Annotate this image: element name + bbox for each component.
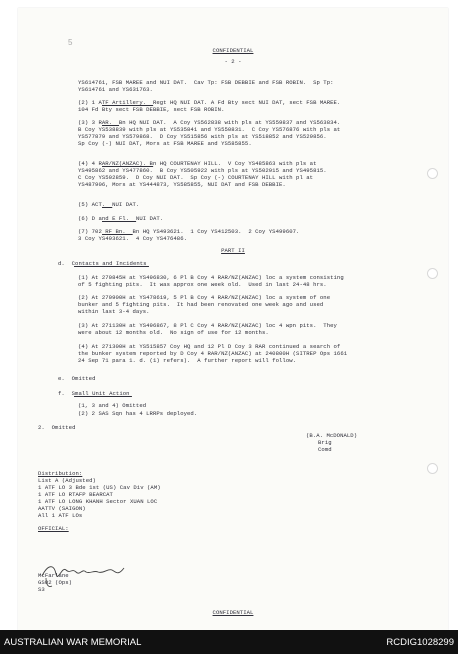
part-heading: PART II xyxy=(221,247,245,254)
text-line: (1) At 270845H at YS496830, 6 Pl B Coy 4 RAR/NZ(ANZAC) loc a system consisting xyxy=(78,274,344,281)
text-line: 104 Fd Bty sect FSB DEBBIE, sect FSB ROBIN. xyxy=(78,106,225,113)
text-line: (3) 3 RAR. Bn HQ NUI DAT. A Coy YS562838 with pls at YS559837 and YS563834. xyxy=(78,119,341,126)
text-line: YS487906, Mors at YS444873, YS585855, NUI DAT and FSB DEBBIE. xyxy=(78,181,286,188)
text-line: S3 xyxy=(38,586,45,593)
text-line: (1, 3 and 4) Omitted xyxy=(78,402,147,409)
text-line: (4) 4 RAR/NZ(ANZAC). Bn HQ COURTENAY HILL. V Coy YS485863 with pls at xyxy=(78,160,317,167)
text-line: were about 12 months old. No sign of use for 12 months. xyxy=(78,329,269,336)
text-line: (B.A. McDONALD) xyxy=(306,432,358,439)
text-line: GSO2 (Ops) xyxy=(38,579,73,586)
text-line: (3) At 271130H at YS496867, 8 Pl C Coy 4 RAR/NZ(ANZAC) loc 4 wpn pits. They xyxy=(78,322,337,329)
heading-underline xyxy=(38,471,82,478)
text-line: B Coy YS538839 with pls at YS535841 and YS550831. C Coy YS576876 with pls at xyxy=(78,126,341,133)
text-line: bunker and 5 fighting pits. It had been renovated one week ago and used xyxy=(78,301,324,308)
punch-hole xyxy=(427,168,438,179)
text-line: YS614761, FSB MAREE and NUI DAT. Cav Tp: FSB DEBBIE and FSB ROBIN. Sp Tp: xyxy=(78,79,334,86)
text-line: Distribution: xyxy=(38,470,83,477)
punch-hole xyxy=(427,463,438,474)
text-line: All 1 ATF LOs xyxy=(38,512,83,519)
heading-underline xyxy=(102,202,112,209)
text-line: (2) At 270900H at YS478619, 5 Pl B Coy 4 RAR/NZ(ANZAC) loc a system of one xyxy=(78,294,331,301)
punch-hole xyxy=(427,268,438,279)
text-line: 1 ATF LO RTAFP BEARCAT xyxy=(38,491,113,498)
text-line: YS614761 and YS631763. xyxy=(78,86,153,93)
text-line: (4) At 271300H at YS515857 Coy HQ and 12 Pl D Coy 3 RAR continued a search of xyxy=(78,343,341,350)
text-line: (6) D and E Fl. NUI DAT. xyxy=(78,215,164,222)
heading-underline xyxy=(102,216,136,223)
text-line: within last 3-4 days. xyxy=(78,308,150,315)
text-line: of 5 fighting pits. It was approx one week old. Used in last 24-48 hrs. xyxy=(78,281,327,288)
archive-name: AUSTRALIAN WAR MEMORIAL xyxy=(4,637,142,648)
text-line: List A (Adjusted) xyxy=(38,477,96,484)
text-line: Brig xyxy=(318,439,332,446)
text-line: the bunker system reported by D Coy 4 RAR/NZ(ANZAC) at 240800H (SITREP Ops 1661 xyxy=(78,350,348,357)
text-line: 1 ATF LO LONG KHANH Sector XUAN LOC xyxy=(38,498,158,505)
text-line: 3 Coy YS493621. 4 Coy YS476486. xyxy=(78,235,188,242)
text-line: YS495862 and YS477860. B Coy YS505922 with pls at YS502915 and YS495815. xyxy=(78,167,327,174)
heading-underline xyxy=(38,526,69,533)
text-line: 24 Sep 71 para 1. d. (1) refers). A further report will follow. xyxy=(78,357,297,364)
text-line: C Coy YS502859. D Coy NUI DAT. Sp Coy (-) COURTENAY HILL with pl at xyxy=(78,174,314,181)
heading-underline xyxy=(102,100,153,107)
heading-underline xyxy=(74,391,132,398)
classification-footer: CONFIDENTIAL xyxy=(212,609,254,616)
heading-underline xyxy=(102,229,133,236)
text-line: OFFICIAL: xyxy=(38,525,69,532)
heading-underline xyxy=(102,161,153,168)
heading-underline xyxy=(102,120,119,127)
text-line: (5) ACT. NUI DAT. xyxy=(78,201,140,208)
text-line: (2) 2 SAS Sqn has 4 LRRPs deployed. xyxy=(78,410,198,417)
classification-header: CONFIDENTIAL xyxy=(212,47,254,54)
text-line: d. Contacts and Incidents xyxy=(58,260,147,267)
text-line: f. Small Unit Action xyxy=(58,390,130,397)
signature xyxy=(38,556,128,590)
text-line: 1 ATF LO 3 Bde 1st (US) Cav Div (AM) xyxy=(38,484,161,491)
pencil-page-number: 5 xyxy=(68,38,73,47)
archive-footer xyxy=(0,630,458,654)
text-line: e. Omitted xyxy=(58,375,96,382)
text-line: AATTV (SAIGON) xyxy=(38,505,86,512)
archive-reference: RCDIG1028299 xyxy=(386,637,454,648)
text-line: 2. Omitted xyxy=(38,424,76,431)
document-page xyxy=(18,8,448,630)
heading-underline xyxy=(74,261,149,268)
text-line: (7) 702 RF Bn. Bn HQ YS493621. 1 Coy YS412503. 2 Coy YS499607. xyxy=(78,228,300,235)
text-line: McFarlane xyxy=(38,572,69,579)
page-number: - 2 - xyxy=(224,58,242,65)
text-line: Comd xyxy=(318,446,332,453)
text-line: YS577879 and YS579868. D Coy YS515856 with pls at YS518852 and YS529856. xyxy=(78,133,327,140)
text-line: Sp Coy (-) NUI DAT, Mors at FSB MAREE and YS585855. xyxy=(78,140,252,147)
text-line: (2) 1 ATF Artillery. Regt HQ NUI DAT. A Fd Bty sect NUI DAT, sect FSB MAREE. xyxy=(78,99,341,106)
